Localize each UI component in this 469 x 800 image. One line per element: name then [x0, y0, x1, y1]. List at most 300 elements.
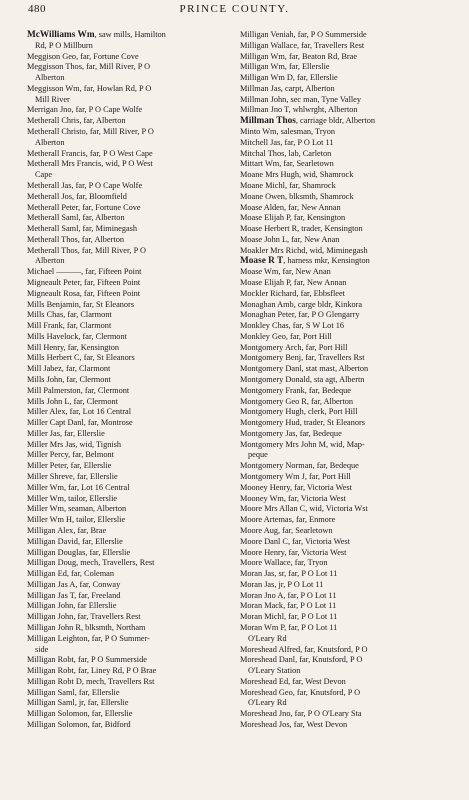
entry-details: , clerk, Port Hill: [303, 407, 358, 417]
directory-entry: [240, 332, 458, 343]
entry-details: , wid, Map-: [325, 439, 365, 449]
directory-entry: [240, 472, 458, 483]
entry-name: Montgomery Jas: [240, 428, 296, 438]
directory-entry: [240, 138, 458, 149]
entry-name: Montgomery Hugh: [240, 407, 304, 417]
entry-name: Moane Owen: [240, 191, 285, 201]
directory-entry: [27, 192, 245, 203]
entry-details: , lab, Carleton: [284, 148, 332, 158]
entry-details: , wid, P O West: [101, 159, 153, 169]
directory-entry: [27, 472, 245, 483]
entry-details: , far, Clarmont: [62, 321, 112, 331]
entry-name: Milligan Veniah: [240, 30, 294, 39]
entry-details: , blksmth, Northam: [80, 622, 146, 632]
directory-entry: [27, 149, 245, 160]
directory-entry: [27, 52, 245, 63]
entry-details: , far, Ellerslie: [292, 73, 338, 83]
directory-entry: [27, 235, 245, 246]
directory-entry: [27, 321, 245, 332]
entry-name: Moane Michl: [240, 180, 285, 190]
directory-entry: [240, 310, 458, 321]
entry-details: , carriage bldr, Alberton: [295, 116, 376, 126]
directory-entry: [27, 343, 245, 354]
entry-name: Montgomery Frank: [240, 385, 305, 395]
entry-details: , saw mills, Hamilton: [94, 30, 166, 39]
directory-entry: [27, 332, 245, 343]
entry-name: Moreshead Alfred: [240, 644, 301, 654]
directory-entry: [240, 548, 458, 559]
directory-entry: [240, 418, 458, 429]
directory-entry: [240, 677, 458, 688]
directory-entry: [240, 289, 458, 300]
entry-details: , far, Belmont: [68, 450, 114, 460]
entry-details: , far, West Devon: [289, 720, 348, 729]
directory-entry: [240, 397, 458, 408]
entry-name: Moran Jas: [240, 579, 275, 589]
directory-entry: [27, 386, 245, 397]
directory-entry: [240, 407, 458, 418]
directory-entry: [240, 720, 458, 731]
entry-details: , far Ellerslie: [73, 601, 117, 611]
entry-name: Milligan Solomon: [27, 709, 88, 719]
entry-details: , far, Ellerslie: [72, 472, 118, 482]
directory-entry: [240, 62, 458, 73]
entry-details: , far, St Eleanors: [79, 353, 135, 363]
entry-details: , far, Searletown: [279, 159, 334, 169]
directory-entry: [240, 526, 458, 537]
entry-name: Milligan Jas A: [27, 579, 76, 589]
directory-entry: [27, 634, 245, 656]
entry-details: , far, Mill River, P O: [85, 127, 154, 137]
entry-name: Moore Wallace: [240, 558, 291, 568]
entry-details: , far, Alberton: [77, 234, 124, 244]
directory-entry: [240, 300, 458, 311]
entry-name: Mill Palmerston: [27, 385, 81, 395]
entry-details: , far, New Anan: [278, 267, 331, 277]
directory-entry: [240, 213, 458, 224]
directory-entry: [240, 461, 458, 472]
entry-name: Miller Wm: [27, 482, 64, 492]
directory-entry: [240, 601, 458, 612]
entry-name: Montgomery Hud: [240, 418, 300, 428]
entry-name: Moreshead Geo: [240, 687, 293, 697]
entry-name: Milligan Douglas: [27, 547, 86, 557]
directory-entry: [27, 720, 245, 731]
entry-name: Miller Capt Danl: [27, 418, 84, 428]
entry-details: , far, Ellerslie: [66, 461, 112, 471]
directory-entry: [240, 224, 458, 235]
entry-name: Moran Michl: [240, 612, 285, 622]
directory-entry: [240, 494, 458, 505]
entry-details: , harness mkr, Kensington: [283, 256, 370, 266]
entry-name: Milligan Robt: [27, 666, 74, 676]
directory-entry: [27, 537, 245, 548]
entry-name: Metherall Thos: [27, 245, 78, 255]
entry-details: , far, P O Cape Wolfe: [71, 180, 143, 190]
entry-details: , wid, Shamrock: [299, 170, 354, 180]
entry-details: , far, Fortune Cove: [78, 202, 141, 212]
entry-name: Moase Herbert R: [240, 224, 298, 234]
directory-entry: [27, 515, 245, 526]
entry-name: Metherall Saml: [27, 213, 79, 223]
directory-entry: [27, 116, 245, 127]
entry-details: , trader, Kensington: [297, 224, 363, 234]
entry-name: Miller Wm: [27, 493, 64, 503]
directory-entry: [240, 612, 458, 623]
directory-entry: [27, 213, 245, 224]
left-column: [27, 30, 245, 731]
entry-name: Montgomery Mrs John M: [240, 439, 326, 449]
entry-name: Montgomery Benj: [240, 353, 302, 363]
directory-entry: [27, 353, 245, 364]
entry-details: , far, Ellerslie: [74, 687, 120, 697]
directory-entry: [240, 95, 458, 106]
entry-details: , far, New Annan: [289, 277, 347, 287]
entry-details: , whlwrght, Alberton: [288, 105, 358, 115]
entry-details: , far, Howlan Rd, P O: [79, 83, 152, 93]
entry-name: Monkley Chas: [240, 321, 289, 331]
entry-name: Monkley Geo: [240, 331, 286, 341]
entry-details: , far, Ellerslie: [77, 536, 123, 546]
directory-entry: [27, 375, 245, 386]
entry-continuation: O'Leary Rd: [248, 698, 287, 708]
directory-entry: [27, 569, 245, 580]
entry-details: , carpt, Alberton: [280, 83, 335, 93]
directory-entry: [240, 278, 458, 289]
entry-details: , far, Victoria West: [289, 482, 352, 492]
directory-entry: [27, 688, 245, 699]
directory-entry: [240, 41, 458, 52]
entry-name: Metherall Christo: [27, 127, 86, 137]
entry-name: Mooney Henry: [240, 482, 290, 492]
entry-details: , sta agt, Albertn: [309, 375, 365, 384]
entry-details: , wid, Victoria Wst: [305, 504, 368, 514]
entry-details: , far, Liney Rd, P O Brae: [73, 666, 157, 676]
directory-entry: [240, 235, 458, 246]
entry-name: Milligan Alex: [27, 525, 74, 535]
directory-entry: [27, 364, 245, 375]
directory-entry: [240, 386, 458, 397]
entry-details: , far, Freeland: [74, 590, 121, 600]
directory-entry: [240, 181, 458, 192]
entry-name: Moran Mack: [240, 601, 284, 611]
entry-continuation: O'Leary Station: [248, 666, 301, 676]
entry-name: Moran Jno A: [240, 590, 284, 600]
entry-details: , wid, Tignish: [75, 439, 122, 449]
directory-entry: [240, 52, 458, 63]
entry-name: Metherall Jos: [27, 191, 72, 201]
entry-details: , far, P O Summer-: [87, 633, 150, 643]
entry-details: , far, Travellers Rest: [73, 612, 141, 622]
entry-name: Moase R T: [240, 256, 284, 267]
directory-entry: [240, 116, 458, 127]
directory-entry: [27, 159, 245, 181]
directory-entry: [240, 30, 458, 41]
entry-continuation: peque: [248, 450, 268, 460]
entry-name: McWilliams Wm: [27, 30, 95, 40]
directory-entry: [240, 645, 458, 656]
entry-details: , far, P O Glengarry: [294, 310, 360, 320]
directory-entry: [240, 149, 458, 160]
directory-entry: [27, 526, 245, 537]
entry-name: Mittart Wm: [240, 159, 280, 169]
entry-details: , mech, Travellers Rst: [81, 676, 155, 686]
entry-details: , far, Coleman: [66, 569, 115, 579]
directory-entry: [27, 105, 245, 116]
entry-name: Montgomery Norman: [240, 461, 313, 471]
directory-entry: [27, 203, 245, 214]
entry-name: Moreshead Danl: [240, 655, 296, 665]
entry-details: , far, New Anan: [287, 234, 340, 244]
entry-name: Migneault Peter: [27, 277, 80, 287]
entry-details: , far, New Annan: [284, 202, 341, 212]
entry-name: Merrigan Jno: [27, 105, 72, 115]
entry-name: Millman Jno T: [240, 105, 289, 115]
entry-details: , far, P O Summerside: [73, 655, 147, 665]
entry-details: , far, P O Lot 11: [284, 622, 338, 632]
entry-continuation: Alberton: [35, 137, 65, 147]
entry-name: Moase Elijah P: [240, 277, 290, 287]
entry-details: , far, Ellerslie: [59, 428, 105, 438]
entry-details: , far, Ellerslie: [284, 62, 330, 72]
entry-name: Moore Artemas: [240, 515, 292, 525]
entry-name: Milligan Saml: [27, 698, 75, 708]
entry-name: Moakler Mrs Richd: [240, 245, 306, 255]
entry-name: Mockler Richard: [240, 288, 297, 298]
directory-entry: [240, 127, 458, 138]
entry-name: Moase Alden: [240, 202, 285, 212]
entry-name: Metherall Francis: [27, 148, 86, 158]
entry-name: Moore Aug: [240, 525, 279, 535]
entry-name: Metherall Saml: [27, 224, 79, 234]
directory-entry: [27, 601, 245, 612]
directory-entry: [27, 300, 245, 311]
directory-entry: [27, 429, 245, 440]
directory-entry: [27, 418, 245, 429]
entry-name: Miller Shreve: [27, 472, 73, 482]
entry-name: Milligan John R: [27, 622, 81, 632]
entry-details: , far, P O Cape Wolfe: [71, 105, 143, 115]
entry-name: Milligan Wm D: [240, 73, 293, 83]
entry-details: , tailor, Ellerslie: [72, 515, 126, 525]
entry-details: , far, Bloomfield: [71, 191, 127, 201]
entry-details: , far, Mill River, P O: [77, 245, 146, 255]
entry-name: Montgomery Wm J: [240, 472, 305, 482]
directory-entry: [240, 105, 458, 116]
entry-details: , far, Fifteen Point: [81, 267, 142, 277]
entry-name: Milligan Solomon: [27, 720, 88, 729]
entry-details: , seaman, Alberton: [63, 504, 127, 514]
entry-details: , stat mast, Alberton: [301, 364, 369, 374]
entry-name: Mills Havelock: [27, 331, 79, 341]
entry-name: Migneault Rosa: [27, 288, 80, 298]
entry-name: Metherall Peter: [27, 202, 79, 212]
entry-details: , far, Conway: [75, 579, 121, 589]
entry-name: Montgomery Danl: [240, 364, 302, 374]
entry-name: Milligan Saml: [27, 687, 75, 697]
entry-name: Moore Mrs Allan C: [240, 504, 306, 514]
entry-details: , far, Fifteen Point: [79, 277, 141, 287]
entry-details: , far, Kensington: [289, 213, 346, 223]
entry-name: Moore Danl C: [240, 536, 288, 546]
entry-name: Metherall Mrs Francis: [27, 159, 102, 169]
entry-details: , far, Bedeque: [312, 461, 359, 471]
entry-name: Montgomery Donald: [240, 375, 310, 384]
entry-details: , far, Clermont: [80, 385, 130, 395]
entry-name: Milligan Wm: [240, 62, 285, 72]
entry-name: Mills Herbert C: [27, 353, 80, 363]
directory-entry: [27, 289, 245, 300]
entry-details: , far, Lot 16 Central: [63, 482, 130, 492]
entry-name: Milligan Robt: [27, 655, 74, 665]
entry-details: , far, Alberton: [306, 396, 354, 406]
entry-name: Meggison Geo: [27, 51, 77, 61]
entry-name: Moase Elijah P: [240, 213, 290, 223]
directory-entry: [27, 30, 245, 52]
directory-entry: [240, 655, 458, 677]
entry-details: , far, P O Lot 11: [284, 612, 338, 622]
entry-details: , far, P O Lot 11: [283, 601, 337, 611]
entry-name: Minto Wm: [240, 127, 277, 137]
entry-name: Millman John: [240, 94, 287, 104]
directory-entry: [27, 677, 245, 688]
entry-details: , far, West Devon: [288, 676, 346, 686]
entry-details: , far, Montrose: [83, 418, 133, 428]
entry-name: Moreshead Jos: [240, 720, 290, 729]
entry-details: , far, Ebbsfleet: [296, 288, 345, 298]
entry-name: Milligan Wallace: [240, 40, 298, 50]
entry-name: Mills John L: [27, 396, 70, 406]
directory-entry: [27, 623, 245, 634]
entry-details: , far, Clermont: [62, 375, 111, 384]
entry-details: , far, Fifteen Point: [79, 288, 141, 298]
entry-continuation: Rd, P O Millburn: [35, 40, 93, 50]
entry-details: , far, P O Lot 11: [280, 137, 334, 147]
entry-name: Moran Jas: [240, 569, 275, 579]
entry-name: Metherall Chris: [27, 116, 80, 126]
entry-details: , far, Clermont: [78, 331, 127, 341]
entry-name: Mitchal Thos: [240, 148, 285, 158]
entry-continuation: Cape: [35, 170, 53, 180]
directory-entry: [27, 612, 245, 623]
entry-details: , far, Knutsford, P O: [300, 644, 368, 654]
directory-entry: [27, 558, 245, 569]
entry-details: , mech, Travellers, Rest: [76, 558, 155, 568]
directory-entry: [240, 515, 458, 526]
entry-name: Millman Jas: [240, 83, 281, 93]
entry-name: Moase Wm: [240, 267, 279, 277]
directory-entry: [240, 483, 458, 494]
entry-details: , tailor, Ellerslie: [63, 493, 118, 503]
entry-details: , jr, far, Ellerslie: [74, 698, 129, 708]
directory-entry: [27, 494, 245, 505]
entry-name: Milligan Doug: [27, 558, 77, 568]
directory-entry: [240, 159, 458, 170]
directory-entry: [27, 450, 245, 461]
entry-details: , carge bldr, Kinkora: [293, 299, 363, 309]
entry-details: , sr, far, P O Lot 11: [274, 569, 338, 579]
entry-name: Moane Mrs Hugh: [240, 170, 299, 180]
directory-entry: [240, 504, 458, 515]
directory-entry: [27, 127, 245, 149]
entry-name: Moase John L: [240, 234, 288, 244]
directory-entry: [27, 698, 245, 709]
entry-details: , far, Port Hill: [304, 472, 351, 482]
entry-details: , far, Fortune Cove: [76, 51, 139, 61]
entry-details: , far, Travellers Rest: [297, 40, 365, 50]
directory-entry: [240, 267, 458, 278]
entry-name: Milligan Ed: [27, 569, 67, 579]
directory-entry: [240, 321, 458, 332]
directory-entry: [27, 461, 245, 472]
entry-name: Mitchell Jas: [240, 137, 281, 147]
entry-name: Mill Frank: [27, 321, 63, 331]
running-title: PRINCE COUNTY.: [179, 3, 290, 15]
page-number: 480: [28, 3, 46, 15]
entry-name: Monaghan Peter: [240, 310, 295, 320]
entry-name: Milligan Leighton: [27, 633, 88, 643]
entry-details: , far, Victoria West: [283, 493, 346, 503]
entry-details: , far, P O Lot 11: [283, 590, 337, 600]
entry-details: , far, Knutsford, P O: [292, 687, 361, 697]
entry-name: Metherall Jas: [27, 180, 72, 190]
entry-details: , salesman, Tryon: [276, 127, 336, 137]
entry-details: , far, P O West Cape: [85, 148, 153, 158]
entry-name: Moran Wm P: [240, 622, 285, 632]
directory-entry: [240, 569, 458, 580]
directory-entry: [240, 429, 458, 440]
directory-entry: [240, 558, 458, 569]
entry-continuation: O'Leary Rd: [248, 633, 287, 643]
entry-details: , far, Port Hill: [301, 342, 348, 352]
entry-details: , far, S W Lot 16: [288, 321, 345, 331]
directory-entry: [27, 580, 245, 591]
directory-entry: [240, 170, 458, 181]
entry-details: , far, Mill River, P O: [81, 62, 151, 72]
directory-entry: [27, 655, 245, 666]
entry-details: , far, P O O'Leary Sta: [290, 709, 362, 719]
directory-entry: [27, 548, 245, 559]
directory-entry: [27, 440, 245, 451]
entry-name: Meggisson Wm: [27, 83, 80, 93]
entry-details: , far, Travellers Rst: [301, 353, 365, 363]
directory-entry: [27, 310, 245, 321]
entry-details: , far, Shamrock: [284, 180, 336, 190]
directory-entry: [240, 84, 458, 95]
entry-name: Monaghan Amb: [240, 299, 294, 309]
entry-continuation: side: [35, 644, 49, 654]
entry-details: , far, Bidford: [87, 720, 131, 729]
entry-details: , far, Ellerslie: [87, 709, 133, 719]
entry-name: Milligan Wm: [240, 51, 285, 61]
entry-details: , far, Clarmont: [61, 364, 111, 374]
directory-entry: [240, 591, 458, 602]
directory-entry: [27, 84, 245, 106]
entry-details: , far, Victoria West: [287, 536, 350, 546]
entry-name: Miller Percy: [27, 450, 69, 460]
entry-details: , far, Bedeque: [304, 385, 351, 395]
entry-name: Milligan Jas T: [27, 590, 75, 600]
entry-details: , far, Port Hill: [285, 331, 332, 341]
entry-name: Mills Chas: [27, 310, 64, 320]
entry-name: Miller Wm: [27, 504, 64, 514]
entry-details: , far, Lot 16 Central: [65, 407, 132, 417]
entry-details: , far, Ellerslie: [85, 547, 131, 557]
directory-entry: [27, 246, 245, 268]
directory-entry: [240, 440, 458, 462]
directory-entry: [27, 267, 245, 278]
entry-details: , far, Bedeque: [295, 428, 342, 438]
